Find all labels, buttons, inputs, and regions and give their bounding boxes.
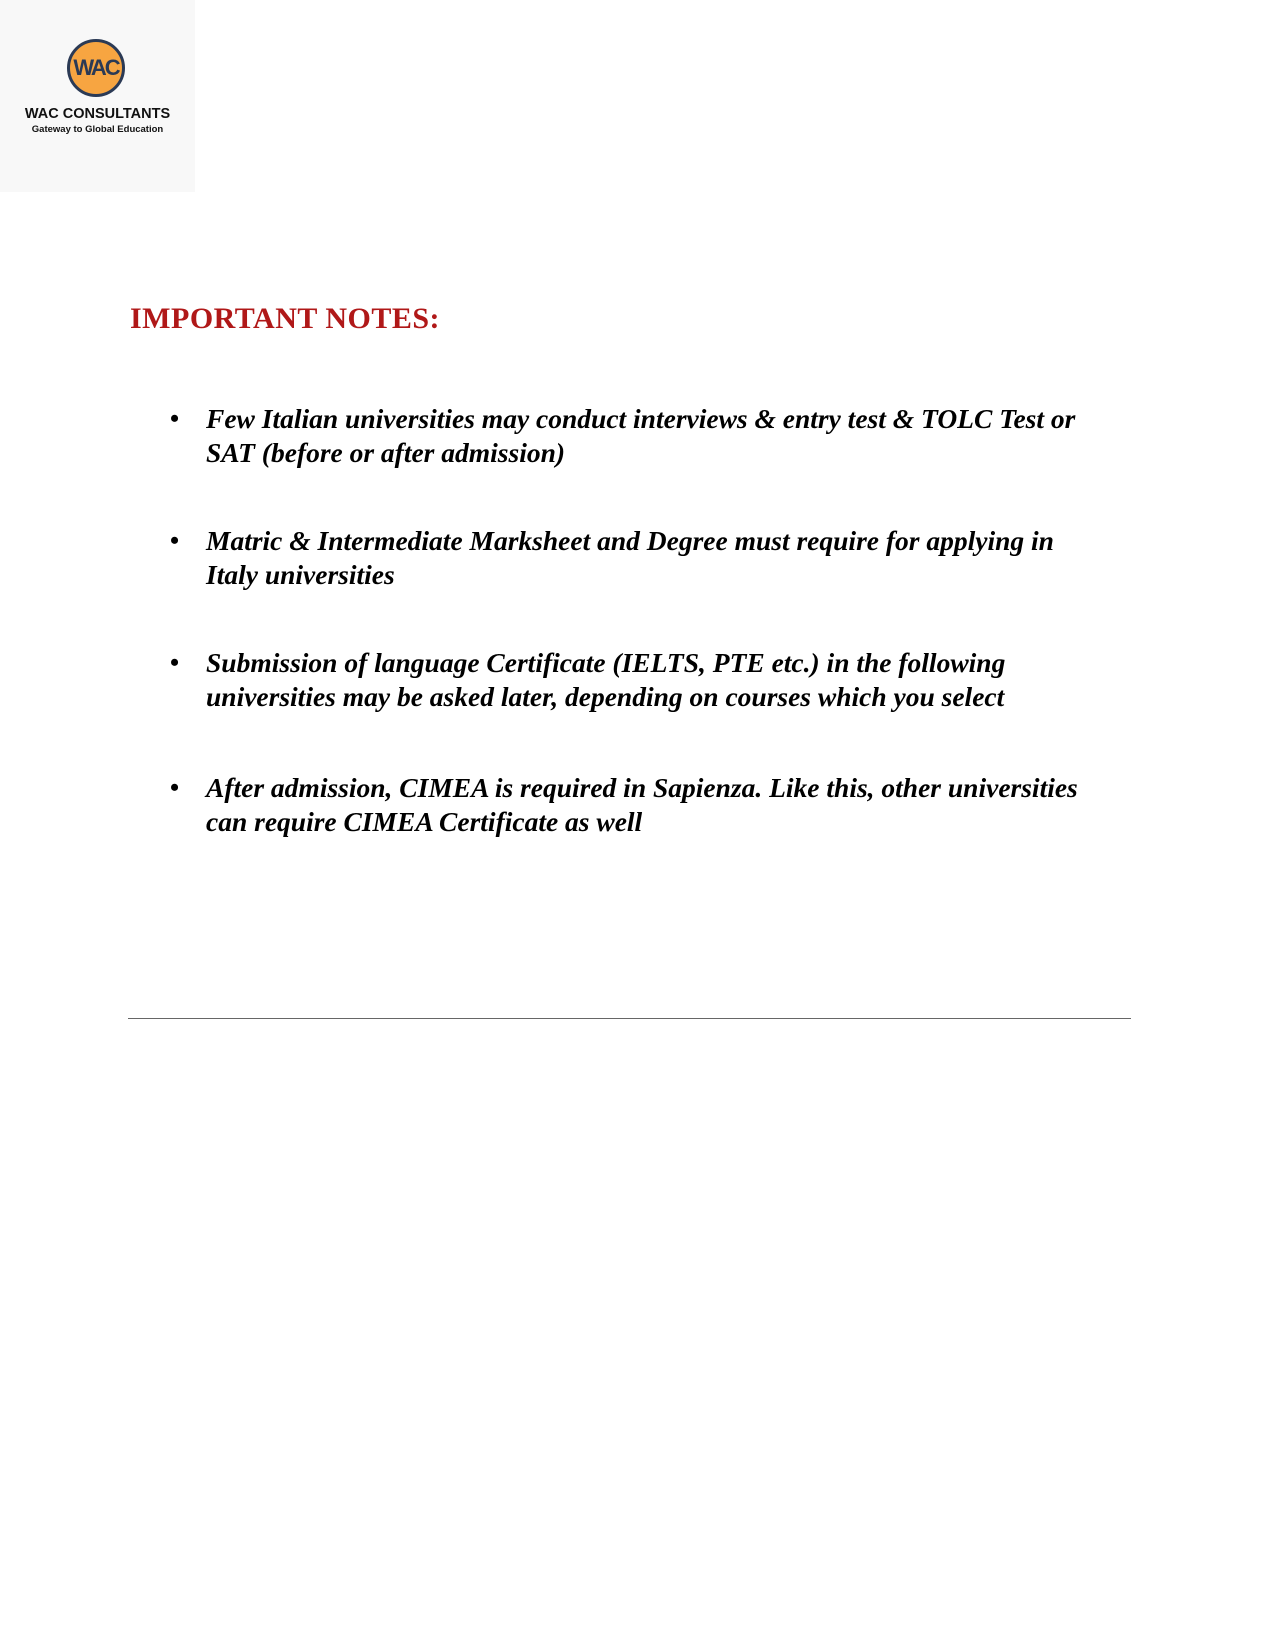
logo-emblem — [67, 39, 125, 97]
note-item — [170, 646, 1106, 714]
notes-heading: IMPORTANT NOTES: — [130, 302, 441, 335]
note-text: Matric & Intermediate Marksheet and Degree must require for applying in Italy universities — [206, 525, 1054, 590]
horizontal-divider — [128, 1018, 1131, 1019]
note-item — [170, 524, 1106, 592]
bullet-icon: • — [170, 526, 180, 555]
logo — [0, 0, 195, 192]
logo-mark: WAC — [73, 55, 119, 80]
note-text: Few Italian universities may conduct interviews & entry test & TOLC Test or SAT (before or after admission) — [206, 403, 1076, 468]
note-text: After admission, CIMEA is required in Sapienza. Like this, other universities can require CIMEA Certificate as well — [206, 772, 1078, 837]
note-text: Submission of language Certificate (IELTS, PTE etc.) in the following universities may be asked later, depending on courses which you select — [206, 647, 1006, 712]
company-name: WAC CONSULTANTS — [24, 106, 171, 122]
bullet-icon: • — [170, 404, 180, 433]
bullet-icon: • — [170, 648, 180, 677]
company-tagline: Gateway to Global Education — [31, 124, 164, 135]
note-item — [170, 771, 1106, 839]
note-item — [170, 402, 1106, 470]
bullet-icon: • — [170, 773, 180, 802]
